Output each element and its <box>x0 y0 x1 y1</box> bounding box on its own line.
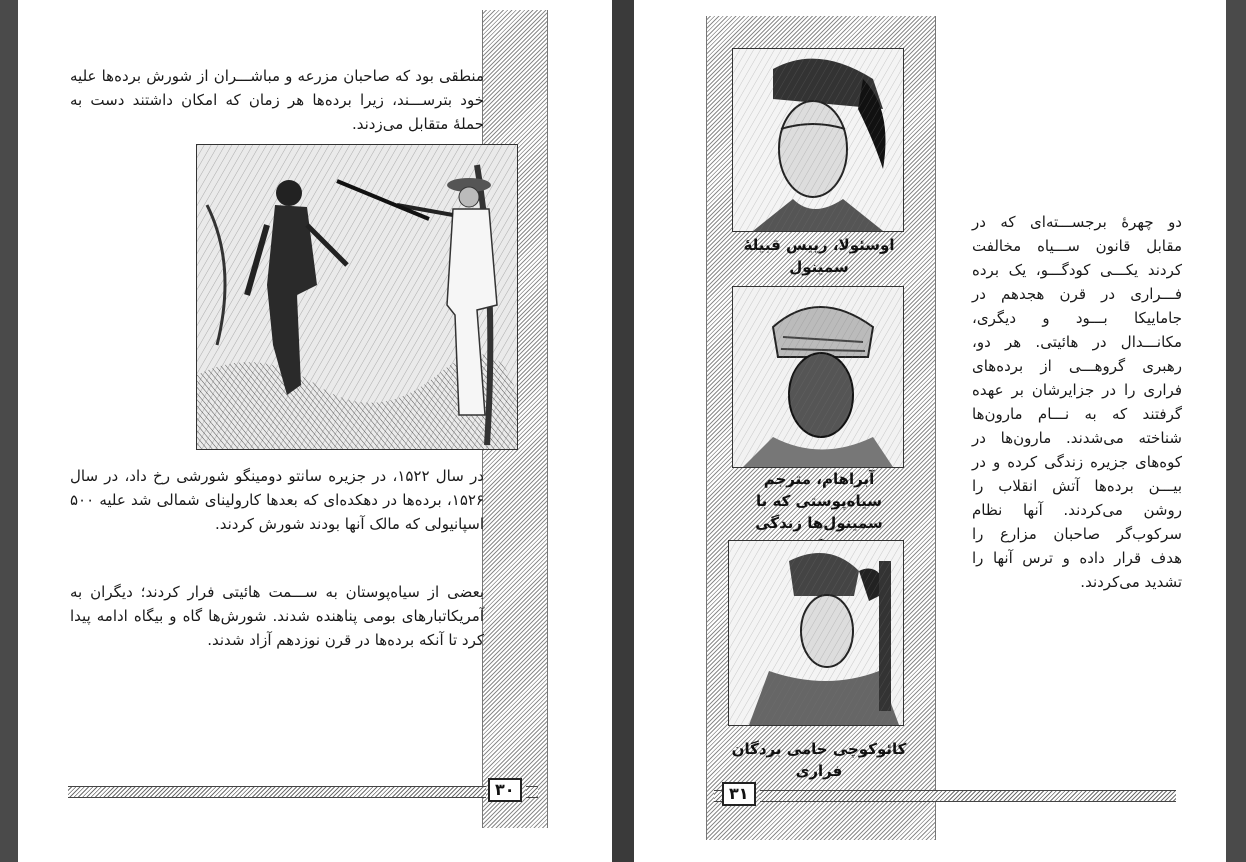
portrait-osceola <box>732 48 904 232</box>
caption-osceola: اوسئولا، رییس قبیلهٔ سمینول <box>743 236 895 276</box>
left-footer-bar-end <box>526 786 538 798</box>
left-paragraph-2: در سال ۱۵۲۲، در جزیره سانتو دومینگو شورشی رخ داد، در سال ۱۵۲۶، برده‌ها در دهکده‌ای که بعدها کارولینای شمالی شد علیه ۵۰۰ اسپانیولی که مالک آنها بودند شورش کردند. <box>70 467 484 533</box>
left-paragraph-3: بعضی از سیاه‌پوستان به ســـمت هائیتی فرار کردند؛ دیگران به آمریکاتبارهای بومی پناهنده شدند. شورش‌ها گاه و بیگاه ادامه پیدا کرد تا آنکه برده‌ها در قرن نوزدهم آزاد شدند. <box>70 583 484 649</box>
right-body-text: دو چهرهٔ برجســـته‌ای که در مقابل قانون ســـیاه مخالفت کردند یکـــی کودگـــو، یک برده فـــراری در قرن هجدهم در جاماییکا بـــود و دیگری، مکانـــدال در هائیتی. هر دو، رهبری گروهـــی از برده‌های فراری را در جزایرشان بر عهده گرفتند که به نـــام مارون‌ها شناخته می‌شدند. مارون‌ها در کوه‌های جزیره زندگی کرده و در بیـــن برده‌ها آتش انقلاب را روشن می‌کردند. آنها نظام سرکوب‌گر صاحبان مزارع را هدف قرار داده و ترس آنها را تشدید می‌کردند. <box>972 213 1182 591</box>
left-footer-bar <box>68 786 486 798</box>
left-paragraph-1: منطقی بود که صاحبان مزرعه و مباشـــران از شورش برده‌ها علیه خود بترســـند، زیرا برده‌ها هر زمان که امکان داشتند دست به حملهٔ متقابل می‌زدند. <box>70 67 484 133</box>
caption-kaokochee: کائوکوچی حامی بردگان فراری <box>731 740 907 780</box>
portrait-abraham <box>732 286 904 468</box>
illustration-confrontation <box>196 144 518 450</box>
book-gutter <box>612 0 634 862</box>
left-page-number: ۳۰ <box>488 778 522 802</box>
right-page-number: ۳۱ <box>722 782 756 806</box>
left-page <box>18 0 612 862</box>
portrait-kaokochee <box>728 540 904 726</box>
caption-abraham: آبراهام، مترجم سیاه‌پوستی که با سمینول‌ها زندگی <box>755 470 883 532</box>
right-page <box>634 0 1226 862</box>
right-footer-bar <box>760 790 1176 802</box>
